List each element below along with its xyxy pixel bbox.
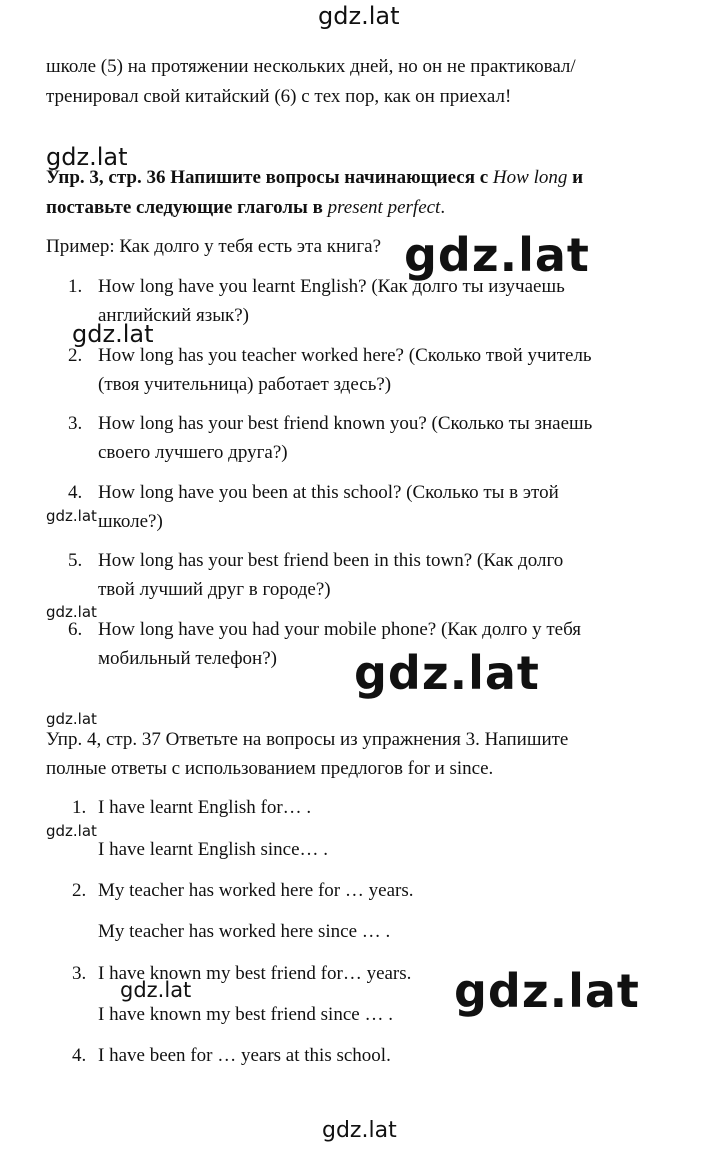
ex3-title-line-1 (46, 163, 583, 192)
ex3-item-line-1: How long have you learnt English? (Как долго ты изучаешь (98, 276, 565, 297)
ex3-item-line-1: How long has your best friend been in this town? (Как долго (98, 550, 564, 571)
ex4-answer-for: I have been for … years at this school. (98, 1045, 391, 1066)
ex3-item-line-1: How long has your best friend known you? (Сколько ты знаешь (98, 413, 593, 434)
ex3-title-italic-1: How long (492, 167, 568, 188)
ex4-item-number: 3. (72, 963, 87, 984)
ex4-answer-since: I have known my best friend since … . (98, 1004, 393, 1025)
watermark-big-1: gdz.lat (404, 228, 590, 282)
ex3-item-number: 3. (68, 413, 83, 434)
ex3-item-line-2: своего лучшего друга?) (98, 442, 288, 463)
intro-line-1: школе (5) на протяжении нескольких дней, но он не практиковал/ (46, 56, 576, 77)
ex3-item-number: 6. (68, 619, 83, 640)
ex3-item (46, 478, 666, 536)
ex3-title-italic-2: present perfect (327, 197, 441, 218)
ex3-item (46, 546, 666, 604)
ex4-title-line-1: Упр. 4, стр. 37 Ответьте на вопросы из упражнения 3. Напишите (46, 729, 569, 750)
watermark-small-4: gdz.lat (46, 710, 97, 728)
ex3-item-number: 5. (68, 550, 83, 571)
ex3-item (46, 341, 666, 399)
ex4-item-number: 2. (72, 880, 87, 901)
ex3-example: Пример: Как долго у тебя есть эта книга? (46, 236, 382, 257)
ex3-item-line-2: твой лучший друг в городе?) (98, 579, 331, 600)
ex3-item-line-2: (твоя учительница) работает здесь?) (98, 374, 392, 395)
ex3-title-bold-1: Упр. 3, стр. 36 Напишите вопросы начинающиеся с (46, 167, 493, 188)
ex3-item (46, 272, 666, 330)
intro-line-2: тренировал свой китайский (6) с тех пор, как он приехал! (46, 86, 512, 107)
ex4-item-number: 1. (72, 797, 87, 818)
ex4-answer-for: I have known my best friend for… years. (98, 963, 412, 984)
watermark-small-1: gdz.lat (72, 320, 154, 348)
watermark-bottom: gdz.lat (322, 1118, 397, 1143)
ex3-title-bold-2: и (567, 167, 584, 188)
ex3-item-number: 1. (68, 276, 83, 297)
watermark-big-2: gdz.lat (354, 646, 540, 700)
ex3-item (46, 615, 666, 673)
ex3-title-bold-3: поставьте следующие глаголы в (46, 197, 328, 218)
ex4-item-number: 4. (72, 1045, 87, 1066)
ex3-item-line-2: мобильный телефон?) (98, 648, 277, 669)
ex3-item (46, 409, 666, 467)
ex4-answer-for: My teacher has worked here for … years. (98, 880, 414, 901)
ex3-item-line-2: английский язык?) (98, 305, 249, 326)
watermark-mid-1: gdz.lat (120, 978, 192, 1002)
ex3-item-number: 4. (68, 482, 83, 503)
watermark-top: gdz.lat (318, 2, 400, 30)
ex3-title-end: . (440, 197, 446, 218)
ex3-title-line-2 (46, 193, 445, 222)
watermark-small-5: gdz.lat (46, 822, 97, 840)
watermark-header: gdz.lat (46, 143, 128, 171)
ex3-item-number: 2. (68, 345, 83, 366)
ex4-answer-since: I have learnt English since… . (98, 839, 329, 860)
ex3-item-line-1: How long have you been at this school? (Сколько ты в этой (98, 482, 559, 503)
ex3-item-line-1: How long has you teacher worked here? (Сколько твой учитель (98, 345, 592, 366)
watermark-small-2: gdz.lat (46, 507, 97, 525)
ex4-title-line-2: полные ответы с использованием предлогов for и since. (46, 758, 494, 779)
watermark-small-3: gdz.lat (46, 603, 97, 621)
ex3-item-line-2: школе?) (98, 511, 163, 532)
ex4-answer-since: My teacher has worked here since … . (98, 921, 391, 942)
ex3-item-line-1: How long have you had your mobile phone? (Как долго у тебя (98, 619, 582, 640)
watermark-big-3: gdz.lat (454, 964, 640, 1018)
ex4-answer-for: I have learnt English for… . (98, 797, 312, 818)
